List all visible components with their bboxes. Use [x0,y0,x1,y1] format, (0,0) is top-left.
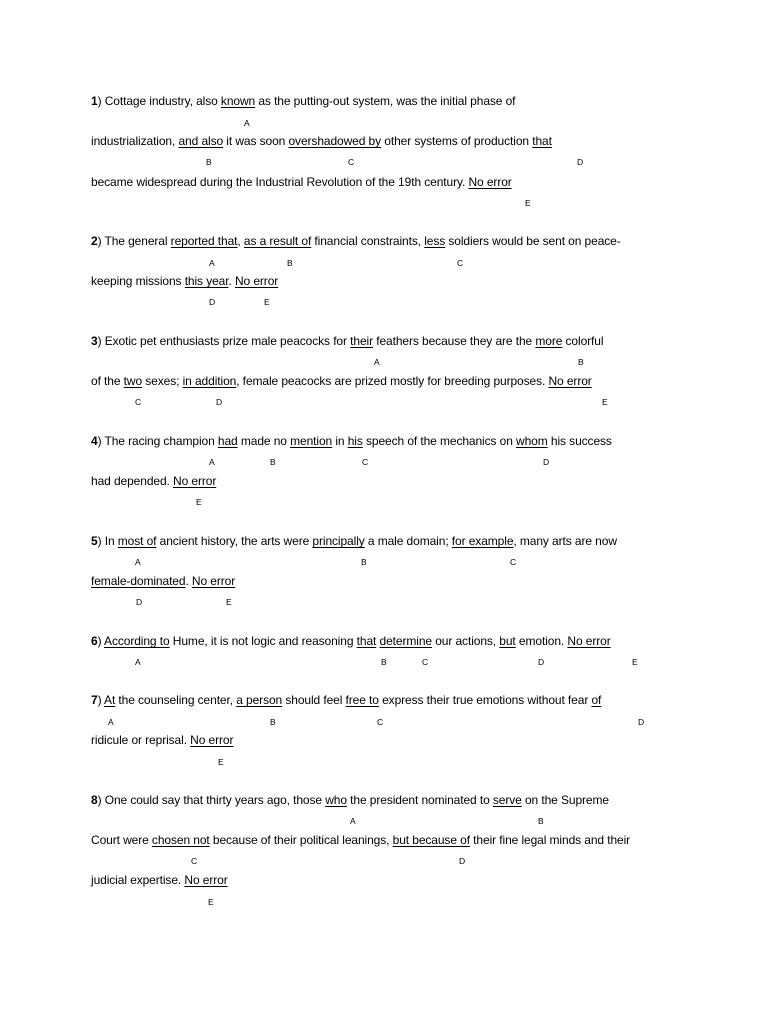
sentence-text: . [228,274,235,288]
underlined-phrase: No error [191,574,236,588]
underlined-phrase: but [499,634,516,648]
answer-choice-letter: E [208,897,214,907]
underlined-phrase: determine [379,634,432,648]
answer-choice-letter: A [350,816,356,826]
underlined-phrase: chosen not [151,833,210,847]
sentence-text: , female peacocks are prized mostly for breeding purposes. [236,374,549,388]
underlined-phrase: At [104,693,116,707]
underlined-phrase: No error [468,175,512,189]
sentence-text: industrialization, [91,134,179,148]
sentence-text: , many arts are now [513,534,617,548]
question-number: 2 [91,234,98,248]
question-number: 5 [91,534,98,548]
sentence-text: in [332,434,348,448]
underlined-phrase: principally [312,534,365,548]
answer-choice-letter: E [196,497,202,507]
underlined-phrase: According to [104,634,170,648]
answer-choice-letter: E [226,597,232,607]
question-3-line-1 [91,334,603,348]
sentence-text: our actions, [431,634,500,648]
underlined-phrase: known [220,94,256,108]
answer-choice-letter: D [216,397,223,407]
question-1-line-1 [91,94,515,108]
underlined-phrase: their [350,334,373,348]
sentence-text: Court were [91,833,152,847]
answer-choice-letter: C [362,457,369,467]
answer-choice-letter: E [602,397,608,407]
answer-choice-letter: A [374,357,380,367]
underlined-phrase: reported that [170,234,238,248]
underlined-phrase: No error [548,374,592,388]
question-1-line-3 [91,175,512,189]
sentence-text: the counseling center, [115,693,237,707]
underlined-phrase: whom [516,434,548,448]
underlined-phrase: No error [190,733,234,747]
question-7-line-2 [91,733,233,747]
answer-choice-letter: D [543,457,550,467]
underlined-phrase: No error [567,634,611,648]
answer-choice-letter: D [538,657,545,667]
answer-choice-letter: C [191,856,198,866]
answer-choice-letter: C [135,397,142,407]
answer-choice-letter: B [578,357,584,367]
answer-choice-letter: A [108,717,114,727]
underlined-phrase: had [217,434,238,448]
sentence-text: soldiers would be sent on peace- [445,234,621,248]
underlined-phrase: less [424,234,446,248]
sentence-text: it was soon [223,134,289,148]
question-7-line-1 [91,693,601,707]
answer-choice-letter: E [632,657,638,667]
answer-choice-letter: B [361,557,367,567]
sentence-text: ridicule or reprisal. [91,733,191,747]
question-4-line-1 [91,434,612,448]
answer-choice-letter: D [136,597,143,607]
question-5-line-2 [91,574,235,588]
sentence-text: became widespread during the Industrial Revolution of the 19th century. [91,175,469,189]
question-8-line-3 [91,873,228,887]
sentence-text: as the putting-out system, was the initial phase of [255,94,516,108]
sentence-text: other systems of production [381,134,533,148]
sentence-text: had depended. [91,474,174,488]
sentence-text: on the Supreme [521,793,609,807]
sentence-text: ) The general [97,234,171,248]
sentence-text: judicial expertise. [91,873,185,887]
sentence-text: because of their political leanings, [209,833,393,847]
answer-choice-letter: B [381,657,387,667]
sentence-text: colorful [562,334,604,348]
answer-choice-letter: A [209,258,215,268]
question-number: 1 [91,94,98,108]
question-8-line-1 [91,793,609,807]
underlined-phrase: No error [184,873,228,887]
question-number: 7 [91,693,98,707]
sentence-text: ) In [97,534,118,548]
sentence-text: sexes; [142,374,183,388]
question-number: 6 [91,634,98,648]
sentence-text: financial constraints, [311,234,425,248]
underlined-phrase: that [356,634,377,648]
answer-choice-letter: A [209,457,215,467]
sentence-text: speech of the mechanics on [362,434,517,448]
sentence-text: should feel [282,693,346,707]
underlined-phrase: but because of [392,833,470,847]
sentence-text: ) Exotic pet enthusiasts prize male peacocks for [97,334,351,348]
answer-choice-letter: C [348,157,355,167]
question-4-line-2 [91,474,216,488]
sentence-text: made no [237,434,291,448]
sentence-text: , [237,234,244,248]
underlined-phrase: for example [451,534,514,548]
answer-choice-letter: A [244,118,250,128]
answer-choice-letter: C [377,717,384,727]
sentence-text: their fine legal minds and their [469,833,631,847]
question-number: 3 [91,334,98,348]
sentence-text: ) The racing champion [97,434,218,448]
sentence-text: . [185,574,192,588]
underlined-phrase: of [591,693,602,707]
underlined-phrase: No error [173,474,217,488]
sentence-text: ) Cottage industry, also [97,94,221,108]
underlined-phrase: serve [492,793,522,807]
underlined-phrase: free to [345,693,379,707]
sentence-text: feathers because they are the [373,334,536,348]
sentence-text: ancient history, the arts were [156,534,313,548]
underlined-phrase: that [532,134,552,148]
answer-choice-letter: A [135,657,141,667]
answer-choice-letter: A [135,557,141,567]
sentence-text: emotion. [515,634,568,648]
answer-choice-letter: B [538,816,544,826]
sentence-text: of the [91,374,124,388]
underlined-phrase: two [123,374,143,388]
sentence-text: ) [97,634,105,648]
underlined-phrase: who [325,793,347,807]
sentence-text: express their true emotions without fear [378,693,592,707]
answer-choice-letter: C [457,258,464,268]
question-5-line-1 [91,534,617,548]
underlined-phrase: a person [236,693,283,707]
underlined-phrase: female-dominated [91,574,186,588]
sentence-text: the president nominated to [346,793,493,807]
underlined-phrase: in addition [182,374,237,388]
question-8-line-2 [91,833,630,847]
sentence-text: keeping missions [91,274,185,288]
underlined-phrase: mention [290,434,333,448]
sentence-text: ) One could say that thirty years ago, those [97,793,326,807]
underlined-phrase: as a result of [243,234,312,248]
question-number: 4 [91,434,98,448]
underlined-phrase: No error [234,274,279,288]
answer-choice-letter: B [270,457,276,467]
underlined-phrase: most of [117,534,157,548]
answer-choice-letter: D [209,297,216,307]
underlined-phrase: more [535,334,563,348]
sentence-text: Hume, it is not logic and reasoning [169,634,357,648]
answer-choice-letter: B [287,258,293,268]
sentence-text: a male domain; [364,534,452,548]
question-3-line-2 [91,374,592,388]
question-number: 8 [91,793,98,807]
answer-choice-letter: E [525,198,531,208]
sentence-text: ) [97,693,105,707]
underlined-phrase: his [347,434,363,448]
answer-choice-letter: D [459,856,466,866]
underlined-phrase: overshadowed by [288,134,382,148]
answer-choice-letter: D [577,157,584,167]
answer-choice-letter: E [218,757,224,767]
sentence-text: his success [547,434,612,448]
question-2-line-1 [91,234,621,248]
answer-choice-letter: B [270,717,276,727]
underlined-phrase: and also [178,134,224,148]
answer-choice-letter: D [638,717,645,727]
question-1-line-2 [91,134,552,148]
answer-choice-letter: B [206,157,212,167]
question-2-line-2 [91,274,278,288]
underlined-phrase: this year [184,274,229,288]
question-6-line-1 [91,634,611,648]
answer-choice-letter: E [264,297,270,307]
answer-choice-letter: C [422,657,429,667]
answer-choice-letter: C [510,557,517,567]
